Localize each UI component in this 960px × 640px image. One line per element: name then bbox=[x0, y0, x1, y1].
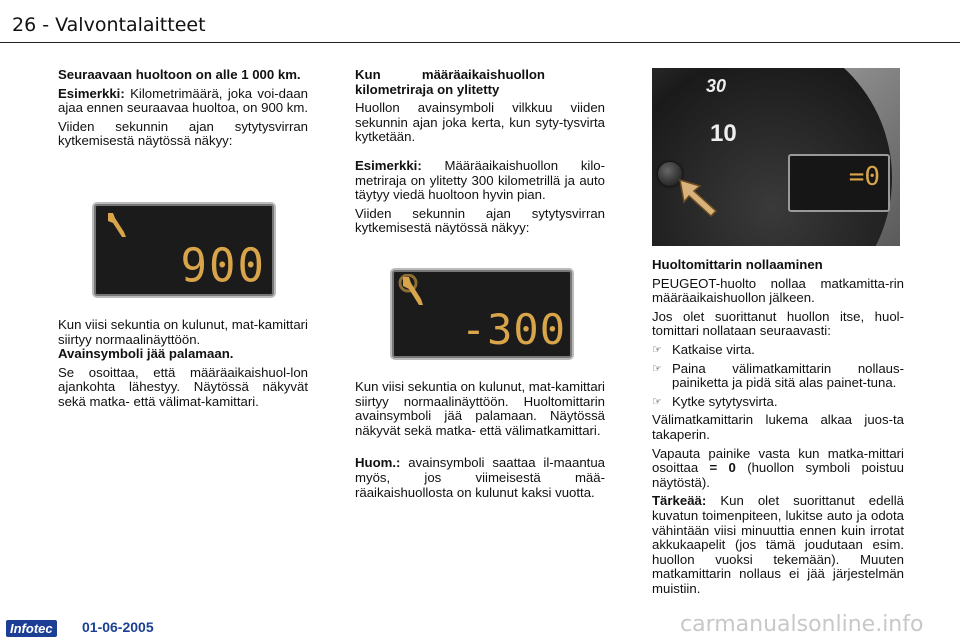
header-rule bbox=[0, 42, 960, 43]
col3-important-text: Kun olet suorittanut edellä kuvatun toimenpiteen, lukitse auto ja odota vähintään viisi minuuttia ennen kuin irrotat akkukaapelit (jos tämä joudutaan esim. huollon vuoksi tekemään). Muuten matkamittarin nollaus ei jää järjestelmän muistiin. bbox=[652, 493, 904, 596]
col3-para1: PEUGEOT-huolto nollaa matkamitta-rin määräaikaishuollon jälkeen. bbox=[652, 275, 904, 306]
display-digits: -300 bbox=[460, 305, 566, 354]
pointing-hand-icon: ☞ bbox=[652, 394, 662, 408]
odometer-digits: =0 bbox=[848, 162, 880, 192]
column-1-lower bbox=[58, 318, 308, 414]
col3-bullet-3: ☞ Kytke sytytysvirta. bbox=[652, 393, 778, 409]
col1-para2: Kun viisi sekuntia on kulunut, mat-kamittari siirtyy normaalinäyttöön. Avainsymboli jää palamaan. bbox=[58, 317, 308, 362]
page-number: 26 bbox=[12, 14, 37, 36]
wrench-icon bbox=[398, 274, 430, 317]
service-display-minus-300 bbox=[392, 270, 572, 358]
odometer-lcd bbox=[788, 154, 890, 212]
col1-example-label: Esimerkki: bbox=[58, 85, 125, 101]
display-digits: 900 bbox=[180, 239, 266, 294]
col2-note-text: avainsymboli saattaa il-maantua myös, jos viimeisestä mää-räaikaishuollosta on kulunut kaksi vuotta. bbox=[355, 455, 605, 500]
col3-para2: Jos olet suorittanut huollon itse, huol-tomittari nollataan seuraavasti: bbox=[652, 308, 904, 339]
col3-bullet-1: ☞ Katkaise virta. bbox=[652, 341, 755, 357]
col2-example-label: Esimerkki: bbox=[355, 157, 422, 173]
watermark: carmanualsonline.info bbox=[680, 612, 924, 637]
infotec-logo: Infotec bbox=[6, 620, 57, 637]
col2-example bbox=[355, 159, 605, 203]
col2-example-text: Määräaikaishuollon kilo-metriraja on ylitetty 300 kilometrillä ja auto täytyy viedä huoltoon hyvin pian. bbox=[355, 157, 605, 203]
wrench-icon bbox=[104, 210, 130, 245]
column-1 bbox=[58, 68, 308, 153]
col3-bullet-2: ☞ Paina välimatkamittarin nollaus-painiketta ja pidä sitä alas painet-tuna. bbox=[652, 360, 904, 391]
column-2 bbox=[355, 68, 605, 240]
col3-important-label: Tärkeää: bbox=[652, 493, 707, 509]
footer-date: 01-06-2005 bbox=[82, 619, 154, 635]
col2-para2: Viiden sekunnin ajan sytytysvirran kytkemisestä näytössä näkyy: bbox=[355, 205, 605, 236]
pointing-hand-icon: ☞ bbox=[652, 342, 662, 356]
col3-para4: Vapauta painike vasta kun matka-mittari osoittaa = 0 (huollon symboli poistuu näytöstä). bbox=[652, 445, 904, 490]
col1-para3: Se osoittaa, että määräaikaishuol-lon ajankohta lähestyy. Näytössä näkyvät sekä matka- että välimat-kamittari. bbox=[58, 364, 308, 409]
col2-para3: Kun viisi sekuntia on kulunut, mat-kamittari siirtyy normaalinäyttöön. Huoltomittarin avainsymboli jää palamaan. Näytössä näkyvät sekä matka- että välimatkamittari. bbox=[355, 379, 605, 438]
col1-heading: Seuraavaan huoltoon on alle 1 000 km. bbox=[58, 67, 301, 82]
col2-note bbox=[355, 456, 605, 500]
pointing-hand-icon: ☞ bbox=[652, 361, 662, 375]
gauge-label-30: 30 bbox=[706, 76, 727, 96]
col2-heading: Kun määräaikaishuollon kilometriraja on ylitetty bbox=[355, 67, 545, 97]
arrow-icon bbox=[678, 178, 720, 223]
col1-example bbox=[58, 87, 308, 116]
gauge-label-10: 10 bbox=[710, 120, 737, 147]
page-title: Valvontalaitteet bbox=[55, 14, 206, 36]
col3-important bbox=[652, 494, 904, 596]
col3-para3: Välimatkamittarin lukema alkaa juos-ta takaperin. bbox=[652, 412, 904, 442]
col1-example-text: Kilometrimäärä, joka voi-daan ajaa ennen seuraavaa huoltoa, on 900 km. bbox=[58, 85, 309, 116]
col1-para2-bold: Avainsymboli jää palamaan. bbox=[58, 346, 234, 362]
col3-heading: Huoltomittarin nollaaminen bbox=[652, 257, 823, 272]
col1-para1: Viiden sekunnin ajan sytytysvirran kytkemisestä näytössä näkyy: bbox=[58, 118, 308, 149]
col2-note-label: Huom.: bbox=[355, 455, 401, 471]
page-header bbox=[12, 14, 206, 36]
column-3 bbox=[652, 258, 904, 600]
col2-para1: Huollon avainsymboli vilkkuu viiden sekunnin ajan joka kerta, kun syty-tysvirta kytketään. bbox=[355, 100, 605, 145]
service-display-900 bbox=[94, 204, 274, 296]
column-2-lower bbox=[355, 380, 605, 504]
header-separator: - bbox=[42, 14, 50, 36]
dashboard-photo bbox=[652, 68, 900, 246]
